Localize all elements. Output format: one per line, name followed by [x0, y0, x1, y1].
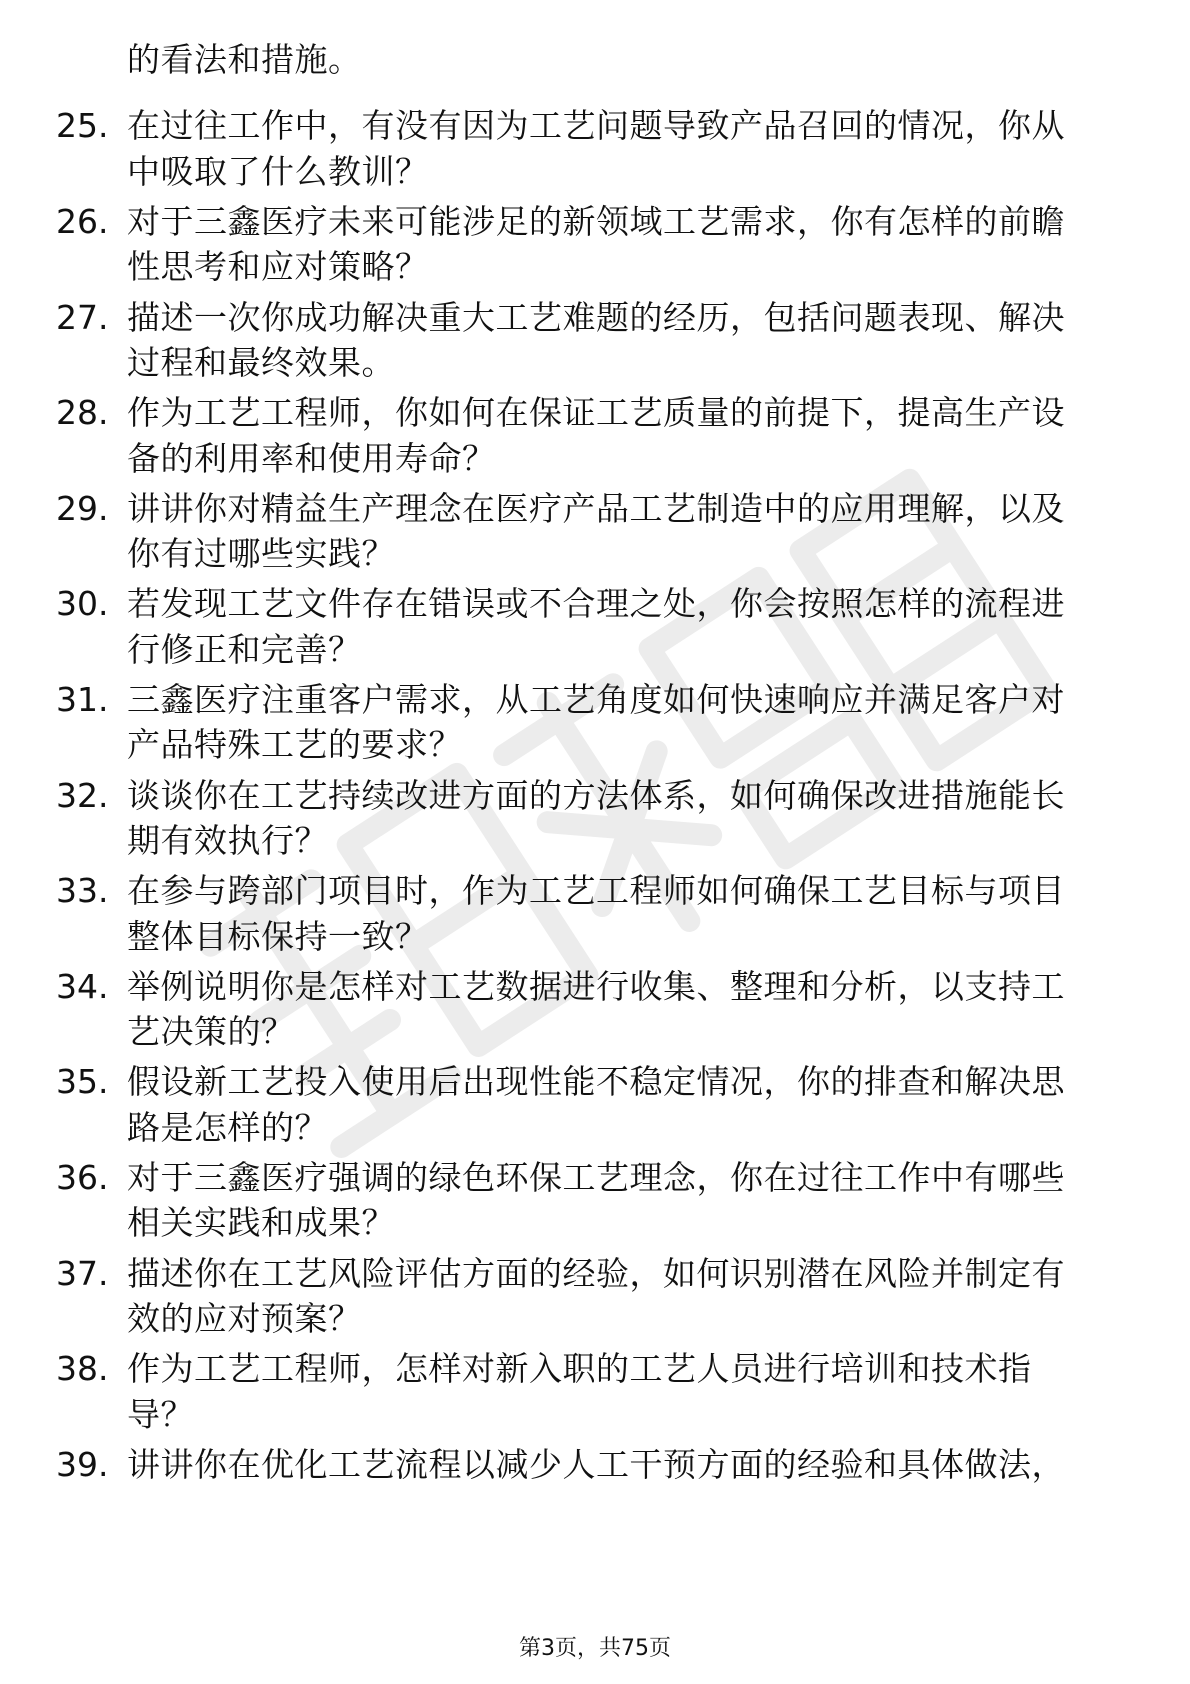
question-text-line1: 谈谈你在工艺持续改进方面的方法体系，如何确保改进措施能长: [127, 776, 1065, 815]
question-text-line2: 过程和最终效果。: [127, 343, 395, 382]
question-text-line1: 若发现工艺文件存在错误或不合理之处，你会按照怎样的流程进: [127, 584, 1065, 623]
question-text-line1: 举例说明你是怎样对工艺数据进行收集、整理和分析，以支持工: [127, 967, 1065, 1006]
question-text-line1: 描述一次你成功解决重大工艺难题的经历，包括问题表现、解决: [127, 298, 1065, 337]
question-text-line2: 你有过哪些实践？: [127, 534, 395, 573]
question-text-line1: 作为工艺工程师，你如何在保证工艺质量的前提下，提高生产设: [127, 393, 1065, 432]
question-text-line1: 对于三鑫医疗未来可能涉足的新领域工艺需求，你有怎样的前瞻: [127, 202, 1065, 241]
question-text-line1: 假设新工艺投入使用后出现性能不稳定情况，你的排查和解决思: [127, 1062, 1065, 1101]
question-number: 36.: [56, 1158, 109, 1197]
question-number: 33.: [56, 871, 109, 910]
question-text-line2: 期有效执行？: [127, 821, 328, 860]
question-text-line2: 路是怎样的？: [127, 1108, 328, 1147]
question-text-line1: 在过往工作中，有没有因为工艺问题导致产品召回的情况，你从: [127, 106, 1065, 145]
question-text-line2: 导？: [127, 1395, 194, 1434]
question-number: 31.: [56, 680, 109, 719]
continuation-text: 的看法和措施。: [127, 40, 362, 79]
question-text-line1: 三鑫医疗注重客户需求，从工艺角度如何快速响应并满足客户对: [127, 680, 1065, 719]
question-number: 39.: [56, 1445, 109, 1484]
question-text-line2: 产品特殊工艺的要求？: [127, 725, 462, 764]
question-number: 28.: [56, 393, 109, 432]
question-text-line2: 性思考和应对策略？: [127, 247, 429, 286]
question-text-line2: 艺决策的？: [127, 1012, 295, 1051]
question-text-line1: 对于三鑫医疗强调的绿色环保工艺理念，你在过往工作中有哪些: [127, 1158, 1065, 1197]
question-text-line1: 讲讲你对精益生产理念在医疗产品工艺制造中的应用理解，以及: [127, 489, 1065, 528]
question-text-line2: 效的应对预案？: [127, 1299, 362, 1338]
question-text-line1: 作为工艺工程师，怎样对新入职的工艺人员进行培训和技术指: [127, 1349, 1032, 1388]
question-number: 27.: [56, 298, 109, 337]
question-number: 25.: [56, 106, 109, 145]
question-number: 29.: [56, 489, 109, 528]
question-number: 38.: [56, 1349, 109, 1388]
question-text-line1: 在参与跨部门项目时，作为工艺工程师如何确保工艺目标与项目: [127, 871, 1065, 910]
question-number: 34.: [56, 967, 109, 1006]
question-text-line1: 讲讲你在优化工艺流程以减少人工干预方面的经验和具体做法，: [127, 1445, 1065, 1484]
question-text-line2: 中吸取了什么教训？: [127, 152, 429, 191]
question-text-line2: 行修正和完善？: [127, 630, 362, 669]
question-number: 32.: [56, 776, 109, 815]
question-text-line2: 备的利用率和使用寿命？: [127, 439, 496, 478]
question-number: 35.: [56, 1062, 109, 1101]
page-footer: 第3页，共75页: [519, 1636, 671, 1661]
question-number: 26.: [56, 202, 109, 241]
question-text-line2: 相关实践和成果？: [127, 1203, 395, 1242]
question-number: 30.: [56, 584, 109, 623]
question-text-line1: 描述你在工艺风险评估方面的经验，如何识别潜在风险并制定有: [127, 1254, 1065, 1293]
question-number: 37.: [56, 1254, 109, 1293]
question-text-line2: 整体目标保持一致？: [127, 917, 429, 956]
